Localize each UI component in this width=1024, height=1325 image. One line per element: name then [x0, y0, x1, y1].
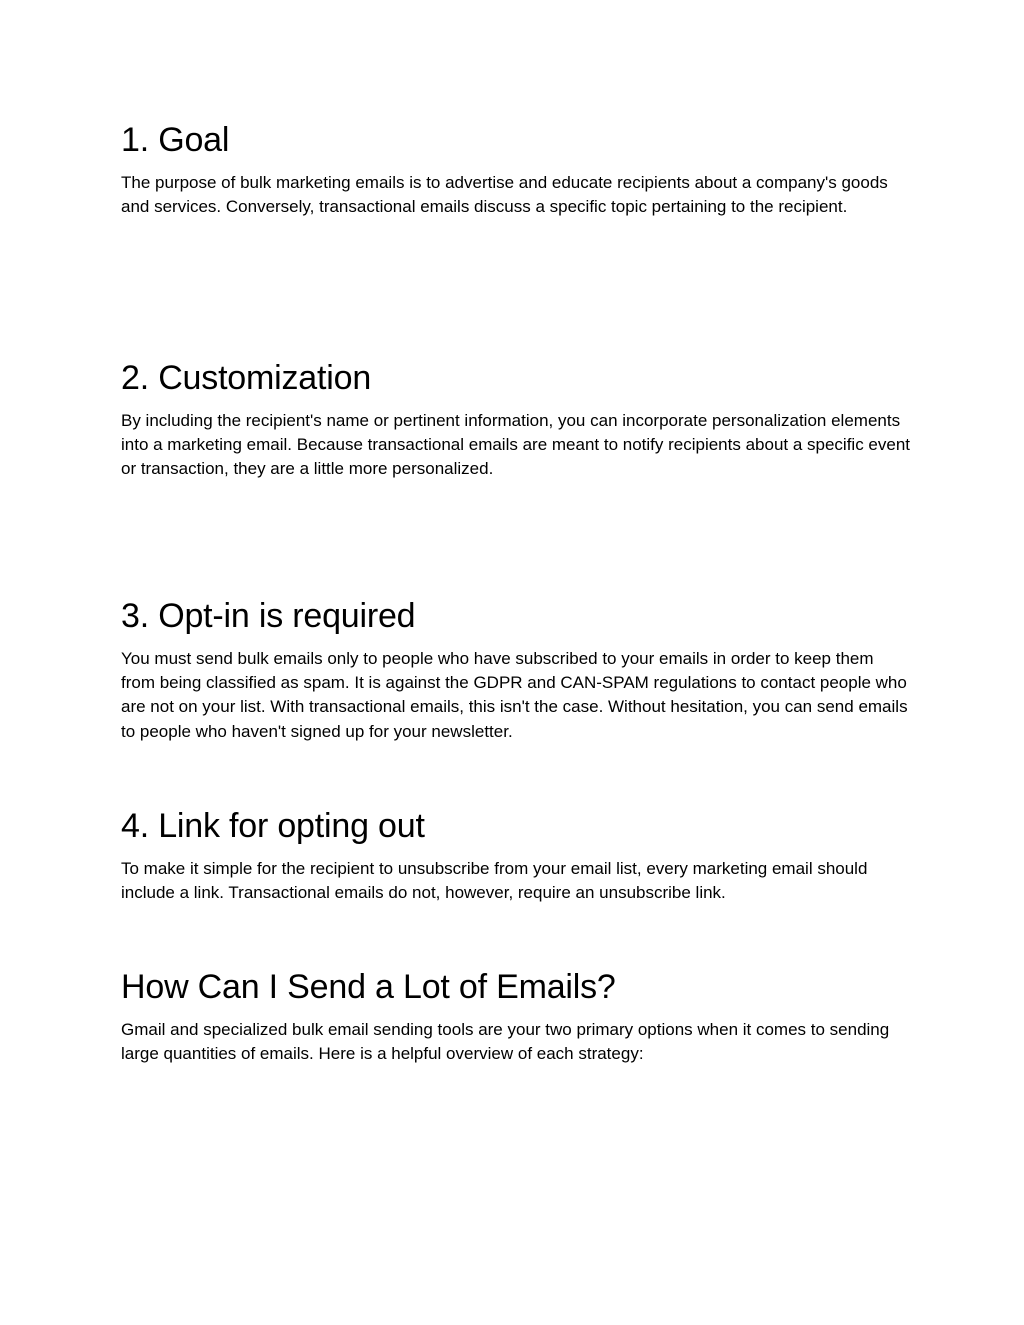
section-paragraph: To make it simple for the recipient to unsubscribe from your email list, every marketing email should include a link. Transactional emails do not, however, require an unsubscribe link. [121, 859, 868, 903]
section-heading: How Can I Send a Lot of Emails? [121, 968, 616, 1006]
section-customization [121, 358, 911, 482]
section-heading: 3. Opt-in is required [121, 597, 416, 635]
section-paragraph: Gmail and specialized bulk email sending tools are your two primary options when it comes to sending large quantities of emails. Here is a helpful overview of each strategy: [121, 1020, 890, 1064]
section-paragraph: The purpose of bulk marketing emails is to advertise and educate recipients about a company's goods and services. Conversely, transactional emails discuss a specific topic pertaining to the recipient. [121, 173, 888, 217]
section-how-to-send [121, 967, 911, 1066]
section-heading: 1. Goal [121, 121, 230, 159]
section-opt-in [121, 596, 911, 744]
section-opt-out-link [121, 806, 911, 905]
section-paragraph: You must send bulk emails only to people who have subscribed to your emails in order to keep them from being classified as spam. It is against the GDPR and CAN-SPAM regulations to contact people who are not on your list. With transactional emails, this isn't the case. Without hesitation, you can send emails to people who haven't signed up for your newsletter. [121, 649, 908, 741]
section-goal [121, 120, 911, 219]
section-paragraph: By including the recipient's name or pertinent information, you can incorporate personalization elements into a marketing email. Because transactional emails are meant to notify recipients about a specific event or transaction, they are a little more personalized. [121, 411, 911, 479]
section-heading: 4. Link for opting out [121, 807, 425, 845]
section-heading: 2. Customization [121, 359, 372, 397]
